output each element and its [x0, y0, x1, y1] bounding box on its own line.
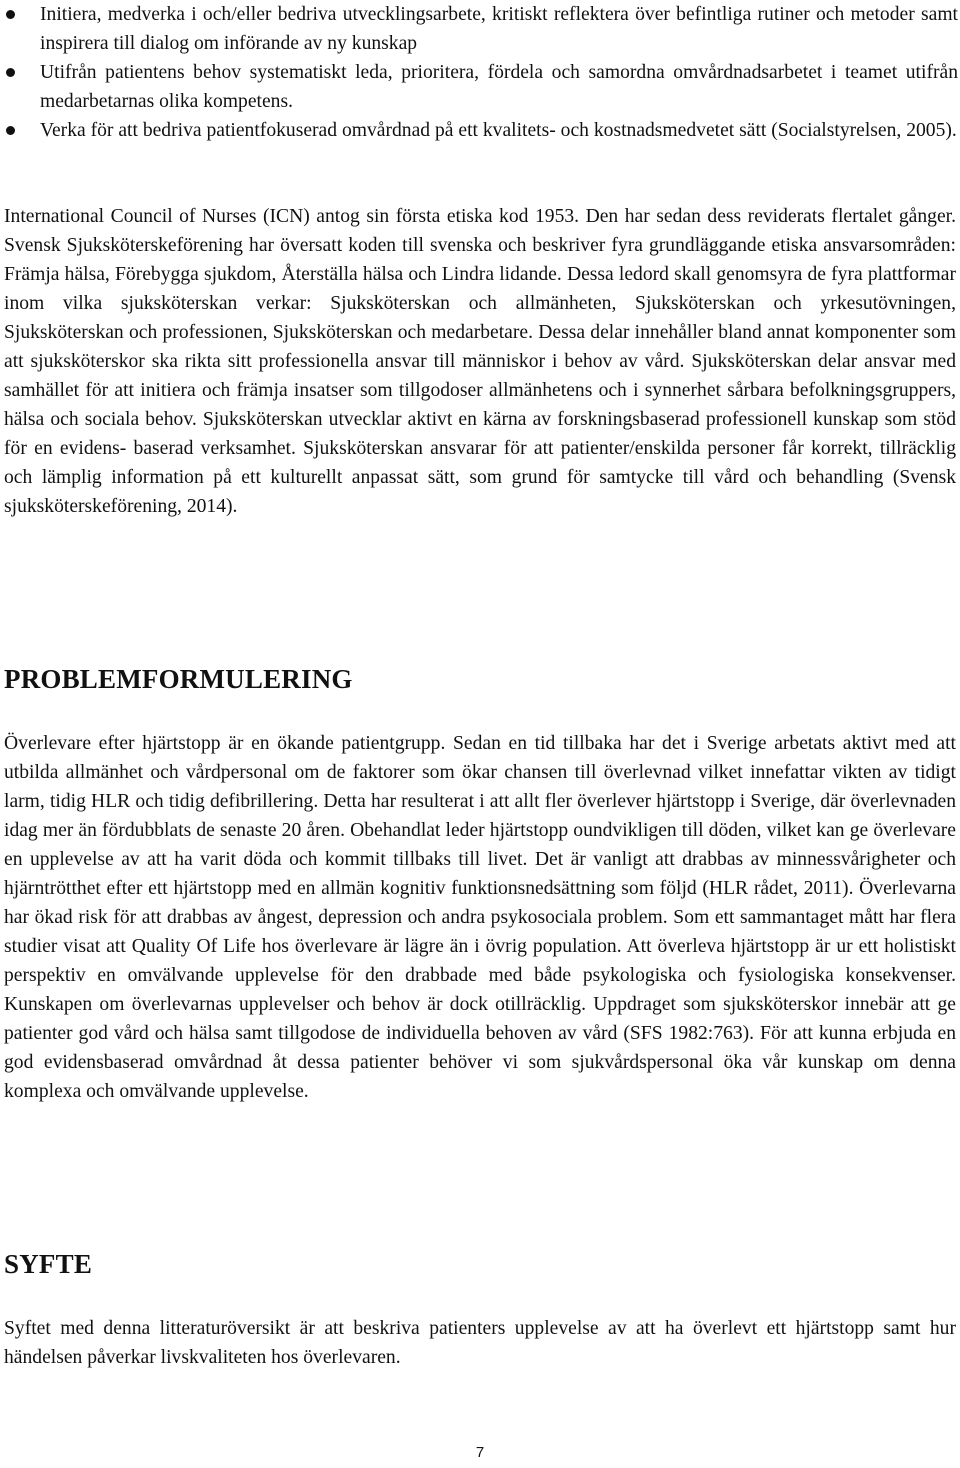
bullet-icon: [6, 68, 15, 77]
page-number: 7: [475, 1444, 485, 1461]
aim-heading: SYFTE: [4, 1249, 93, 1279]
bullet-text: Initiera, medverka i och/eller bedriva utvecklingsarbete, kritiskt reflektera över befintliga rutiner och metoder samt inspirera till dialog om införande av ny kunskap: [40, 4, 958, 54]
bullet-item: [0, 58, 960, 116]
bullet-item: [0, 116, 960, 145]
bullet-text: Verka för att bedriva patientfokuserad omvårdnad på ett kvalitets- och kostnadsmedvetet sätt (Socialstyrelsen, 2005).: [40, 120, 957, 141]
icn-paragraph: International Council of Nurses (ICN) antog sin första etiska kod 1953. Den har sedan dess reviderats flertalet gånger. Svensk Sjuksköterskeförening har översatt koden till svenska och beskriver fyra grundläggande etiska ansvarsområden: Främja hälsa, Förebygga sjukdom, Återställa hälsa och Lindra lidande. Dessa ledord skall genomsyra de fyra plattformar inom vilka sjuksköterskan verkar: Sjuksköterskan och allmänheten, Sjuksköterskan och yrkesutövningen, Sjuksköterskan och professionen, Sjuksköterskan och medarbetare. Dessa delar innehåller bland annat komponenter som att sjuksköterskor ska rikta sitt professionella ansvar till människor i behov av vård. Sjuksköterskan delar ansvar med samhället för att initiera och främja insatser som tillgodoser allmänhetens och i synnerhet sårbara befolkningsgruppers, hälsa och sociala behov. Sjuksköterskan utvecklar aktivt en kärna av forskningsbaserad professionell kunskap som stöd för en evidens- baserad verksamhet. Sjuksköterskan ansvarar för att patienter/enskilda personer får korrekt, tillräcklig och lämplig information på ett kulturellt anpassat sätt, som grund för samtycke till vård och behandling (Svensk sjuksköterskeförening, 2014).: [4, 206, 956, 517]
bullet-icon: [6, 10, 15, 19]
bullet-icon: [6, 126, 15, 135]
aim-paragraph: Syftet med denna litteraturöversikt är att beskriva patienters upplevelse av att ha överlevt ett hjärtstopp samt hur händelsen påverkar livskvaliteten hos överlevaren.: [4, 1318, 956, 1368]
problem-paragraph: Överlevare efter hjärtstopp är en ökande patientgrupp. Sedan en tid tillbaka har det i Sverige arbetats aktivt med att utbilda allmänhet och vårdpersonal om de faktorer som ökar chansen till överlevnad vilket innefattar vikten av tidigt larm, tidig HLR och tidig defibrillering. Detta har resulterat i att allt fler överlever hjärtstopp i Sverige, där överlevnaden idag mer än fördubblats de senaste 20 åren. Obehandlat leder hjärtstopp oundvikligen till döden, vilket kan ge överlevare en upplevelse av att ha varit döda och kommit tillbaks till livet. Det är vanligt att drabbas av minnessvårigheter och hjärntrötthet efter ett hjärtstopp med en allmän kognitiv funktionsnedsättning som följd (HLR rådet, 2011). Överlevarna har ökad risk för att drabbas av ångest, depression och andra psykosociala problem. Som ett sammantaget mått har flera studier visat att Quality Of Life hos överlevare är lägre än i övrig population. Att överleva hjärtstopp är ur ett holistiskt perspektiv en omvälvande upplevelse för den drabbade med både psykologiska och fysiologiska konsekvenser. Kunskapen om överlevarnas upplevelser och behov är dock otillräcklig. Uppdraget som sjuksköterskor innebär att ge patienter god vård och hälsa samt tillgodose de individuella behoven av vård (SFS 1982:763). För att kunna erbjuda en god evidensbaserad omvårdnad åt dessa patienter behöver vi som sjukvårdspersonal öka vår kunskap om denna komplexa och omvälvande upplevelse.: [4, 733, 956, 1102]
bullet-list: [0, 0, 960, 145]
bullet-text: Utifrån patientens behov systematiskt leda, prioritera, fördela och samordna omvårdnadsarbetet i teamet utifrån medarbetarnas olika kompetens.: [40, 62, 958, 112]
bullet-item: [0, 0, 960, 58]
problem-heading: PROBLEMFORMULERING: [4, 664, 353, 694]
